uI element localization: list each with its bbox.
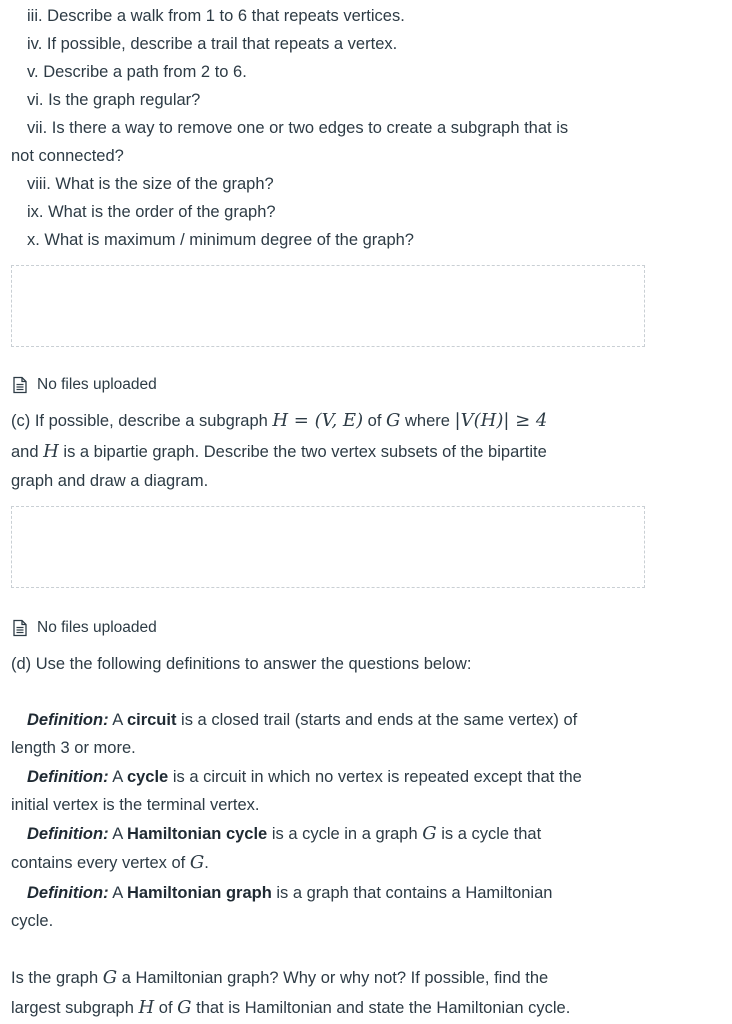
document-icon bbox=[11, 376, 29, 394]
part-d-intro: (d) Use the following definitions to answer the questions below: bbox=[11, 655, 472, 673]
no-files-label: No files uploaded bbox=[37, 376, 157, 393]
definition-circuit-cont: length 3 or more. bbox=[11, 739, 136, 757]
part-c-line1: (c) If possible, describe a subgraph H = (V, E) of G where |V(H)| ≥ 4 bbox=[11, 410, 548, 431]
definition-hamiltonian-cycle: Definition: A Hamiltonian cycle is a cycle in a graph G is a cycle that bbox=[27, 823, 542, 844]
definition-hamiltonian-cycle-cont: contains every vertex of G. bbox=[11, 852, 209, 873]
file-upload-dropzone-2[interactable] bbox=[11, 506, 645, 588]
document-icon bbox=[11, 619, 29, 637]
definition-cycle: Definition: A cycle is a circuit in which no vertex is repeated except that the bbox=[27, 768, 582, 786]
question-vi: vi. Is the graph regular? bbox=[27, 91, 201, 109]
uploaded-files-status bbox=[11, 376, 157, 394]
definition-hamiltonian-graph: Definition: A Hamiltonian graph is a graph that contains a Hamiltonian bbox=[27, 884, 553, 902]
part-d-question-line1: Is the graph G a Hamiltonian graph? Why or why not? If possible, find the bbox=[11, 967, 549, 988]
definition-circuit: Definition: A circuit is a closed trail (starts and ends at the same vertex) of bbox=[27, 711, 578, 729]
part-d-question-line2: largest subgraph H of G that is Hamiltonian and state the Hamiltonian cycle. bbox=[11, 997, 571, 1018]
uploaded-files-status-2 bbox=[11, 619, 157, 637]
no-files-label: No files uploaded bbox=[37, 619, 157, 636]
question-iii: iii. Describe a walk from 1 to 6 that repeats vertices. bbox=[27, 7, 405, 25]
question-v: v. Describe a path from 2 to 6. bbox=[27, 63, 247, 81]
definition-hamiltonian-graph-cont: cycle. bbox=[11, 912, 54, 930]
question-x: x. What is maximum / minimum degree of the graph? bbox=[27, 231, 414, 249]
part-c-line3: graph and draw a diagram. bbox=[11, 472, 209, 490]
question-vii-cont: not connected? bbox=[11, 147, 124, 165]
question-vii: vii. Is there a way to remove one or two edges to create a subgraph that is bbox=[27, 119, 569, 137]
question-ix: ix. What is the order of the graph? bbox=[27, 203, 276, 221]
part-c-line2: and H is a bipartie graph. Describe the two vertex subsets of the bipartite bbox=[11, 441, 547, 462]
definition-cycle-cont: initial vertex is the terminal vertex. bbox=[11, 796, 260, 814]
question-viii: viii. What is the size of the graph? bbox=[27, 175, 274, 193]
file-upload-dropzone[interactable] bbox=[11, 265, 645, 347]
question-iv: iv. If possible, describe a trail that repeats a vertex. bbox=[27, 35, 398, 53]
